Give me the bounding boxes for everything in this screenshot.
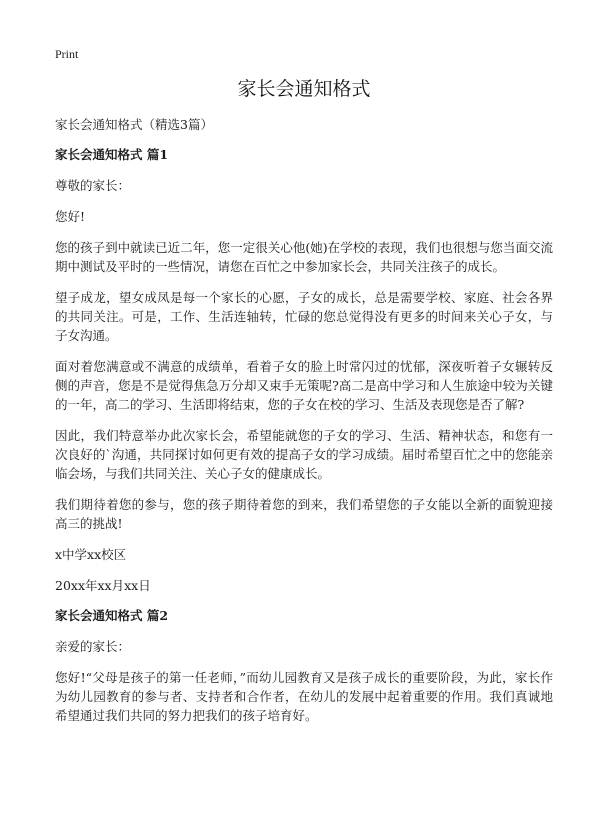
document-page bbox=[55, 46, 553, 737]
print-label[interactable]: Print bbox=[55, 47, 79, 61]
section-1-paragraph: 我们期待着您的参与，您的孩子期待着您的到来，我们希望您的子女能以全新的面貌迎接高三的挑战! bbox=[55, 497, 553, 531]
section-2-salutation: 亲爱的家长： bbox=[55, 639, 131, 654]
section-1-paragraph: 望子成龙，望女成凤是每一个家长的心愿，子女的成长，总是需要学校、家庭、社会各界的共同关注。可是，工作、生活连轴转，忙碌的您总觉得没有更多的时间来关心子女，与子女沟通。 bbox=[55, 290, 553, 343]
section-1-paragraph: 面对着您满意或不满意的成绩单，看着子女的脸上时常闪过的忧郁，深夜听着子女辗转反侧的声音，您是不是觉得焦急万分却又束手无策呢?高二是高中学习和人生旅途中较为关键的一年，高二的学习、生活即将结束，您的子女在校的学习、生活及表现您是否了解? bbox=[55, 359, 553, 412]
section-1-signature: x中学xx校区 bbox=[55, 547, 127, 562]
document-subtitle: 家长会通知格式（精选3篇） bbox=[55, 117, 213, 132]
section-2-paragraph: 您好!“父母是孩子的第一任老师，”而幼儿园教育又是孩子成长的重要阶段，为此，家长作为幼儿园教育的参与者、支持者和合作者，在幼儿的发展中起着重要的作用。我们真诚地希望通过我们共同的努力把我们的孩子培育好。 bbox=[55, 670, 553, 723]
section-1-date: 20xx年xx月xx日 bbox=[55, 578, 151, 593]
section-1-heading: 家长会通知格式 篇1 bbox=[55, 147, 169, 162]
section-1-paragraph: 您的孩子到中就读已近二年，您一定很关心他(她)在学校的表现，我们也很想与您当面交流期中测试及平时的一些情况，请您在百忙之中参加家长会，共同关注孩子的成长。 bbox=[55, 240, 553, 274]
page-title: 家长会通知格式 bbox=[237, 78, 371, 100]
section-1-salutation: 尊敬的家长： bbox=[55, 178, 131, 193]
section-1-paragraph: 因此，我们特意举办此次家长会，希望能就您的子女的学习、生活、精神状态，和您有一次良好的`沟通，共同探讨如何更有效的提高子女的学习成绩。届时希望百忙之中的您能亲临会场，与我们共同关注、关心子女的健康成长。 bbox=[55, 428, 553, 481]
section-2-heading: 家长会通知格式 篇2 bbox=[55, 608, 169, 623]
section-1-greeting: 您好! bbox=[55, 209, 86, 224]
